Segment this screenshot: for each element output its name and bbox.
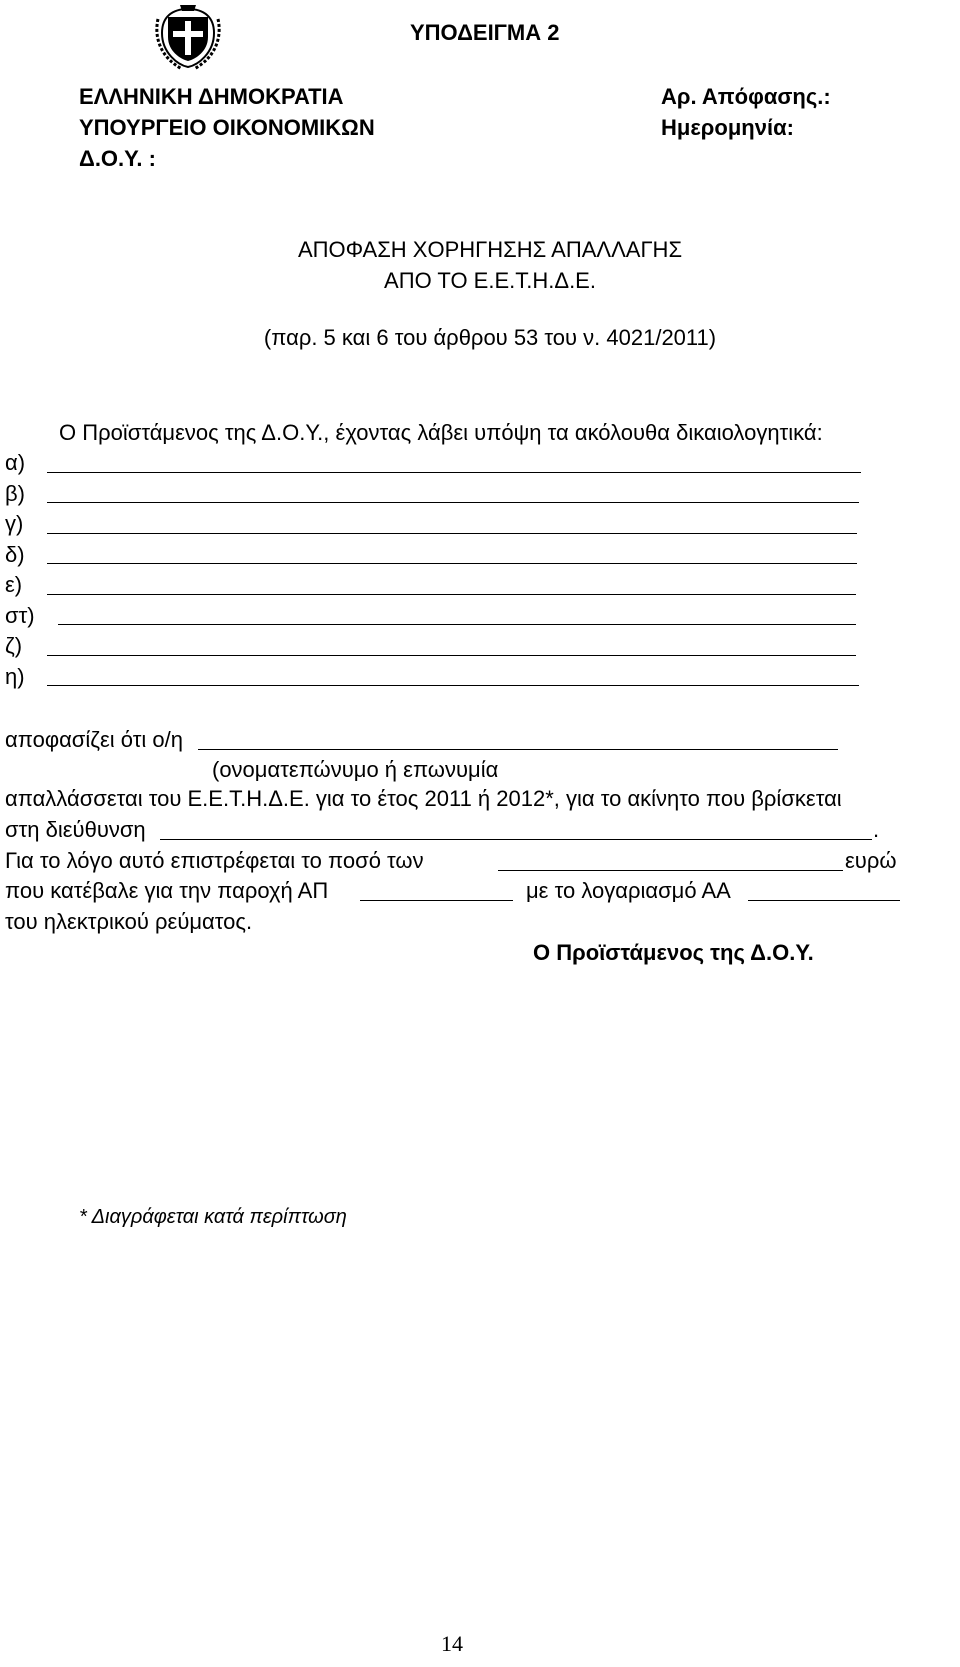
name-hint: (ονοματεπώνυμο ή επωνυμία: [212, 757, 499, 782]
fill-line: [47, 685, 859, 686]
fill-line: [58, 624, 856, 625]
list-item-label: α): [5, 450, 26, 475]
refund-text: Για το λόγο αυτό επιστρέφεται το ποσό των: [5, 848, 424, 873]
list-item-label: β): [5, 481, 25, 506]
address-end-punctuation: .: [873, 817, 880, 842]
sample-title: ΥΠΟΔΕΙΓΜΑ 2: [410, 20, 560, 45]
page-number: 14: [441, 1631, 463, 1656]
greek-coat-of-arms-icon: [152, 3, 224, 71]
address-label: στη διεύθυνση: [5, 817, 146, 842]
electricity-text: του ηλεκτρικού ρεύματος.: [5, 909, 253, 934]
supply-number-fill-line: [360, 900, 513, 901]
list-item-label: ζ): [5, 633, 23, 658]
fill-line: [47, 563, 857, 564]
currency-label: ευρώ: [845, 848, 897, 873]
header-country: ΕΛΛΗΝΙΚΗ ΔΗΜΟΚΡΑΤΙΑ: [79, 84, 344, 109]
fill-line: [47, 502, 859, 503]
list-item-label: δ): [5, 542, 25, 567]
intro-text: Ο Προϊστάμενος της Δ.Ο.Υ., έχοντας λάβει υπόψη τα ακόλουθα δικαιολογητικά:: [59, 420, 823, 445]
fill-line: [47, 472, 861, 473]
list-item-label: γ): [5, 511, 24, 536]
list-item-label: στ): [5, 603, 35, 628]
header-tax-office: Δ.Ο.Υ. :: [79, 146, 156, 171]
fill-line: [47, 655, 856, 656]
name-fill-line: [198, 749, 838, 750]
decision-number-label: Αρ. Απόφασης.:: [661, 84, 831, 109]
account-text: με το λογαριασμό ΑΑ: [526, 878, 731, 903]
decides-text: αποφασίζει ότι ο/η: [5, 727, 183, 752]
account-number-fill-line: [748, 900, 900, 901]
address-fill-line: [160, 839, 872, 840]
legal-reference: (παρ. 5 και 6 του άρθρου 53 του ν. 4021/2011): [263, 325, 717, 350]
document-title-line1: ΑΠΟΦΑΣΗ ΧΟΡΗΓΗΣΗΣ ΑΠΑΛΛΑΓΗΣ: [297, 237, 683, 262]
amount-fill-line: [498, 870, 843, 871]
signature-title: Ο Προϊστάμενος της Δ.Ο.Υ.: [533, 940, 814, 965]
paid-text: που κατέβαλε για την παροχή ΑΠ: [5, 878, 329, 903]
date-label: Ημερομηνία:: [661, 115, 794, 140]
header-ministry: ΥΠΟΥΡΓΕΙΟ ΟΙΚΟΝΟΜΙΚΩΝ: [79, 115, 375, 140]
fill-line: [47, 533, 857, 534]
fill-line: [47, 594, 856, 595]
footnote: * Διαγράφεται κατά περίπτωση: [79, 1206, 347, 1228]
document-title-line2: ΑΠΟ ΤΟ Ε.Ε.Τ.Η.Δ.Ε.: [384, 268, 596, 293]
exemption-text: απαλλάσσεται του Ε.Ε.Τ.Η.Δ.Ε. για το έτος 2011 ή 2012*, για το ακίνητο που βρίσκεται: [5, 786, 842, 811]
list-item-label: ε): [5, 572, 23, 597]
list-item-label: η): [5, 664, 25, 689]
